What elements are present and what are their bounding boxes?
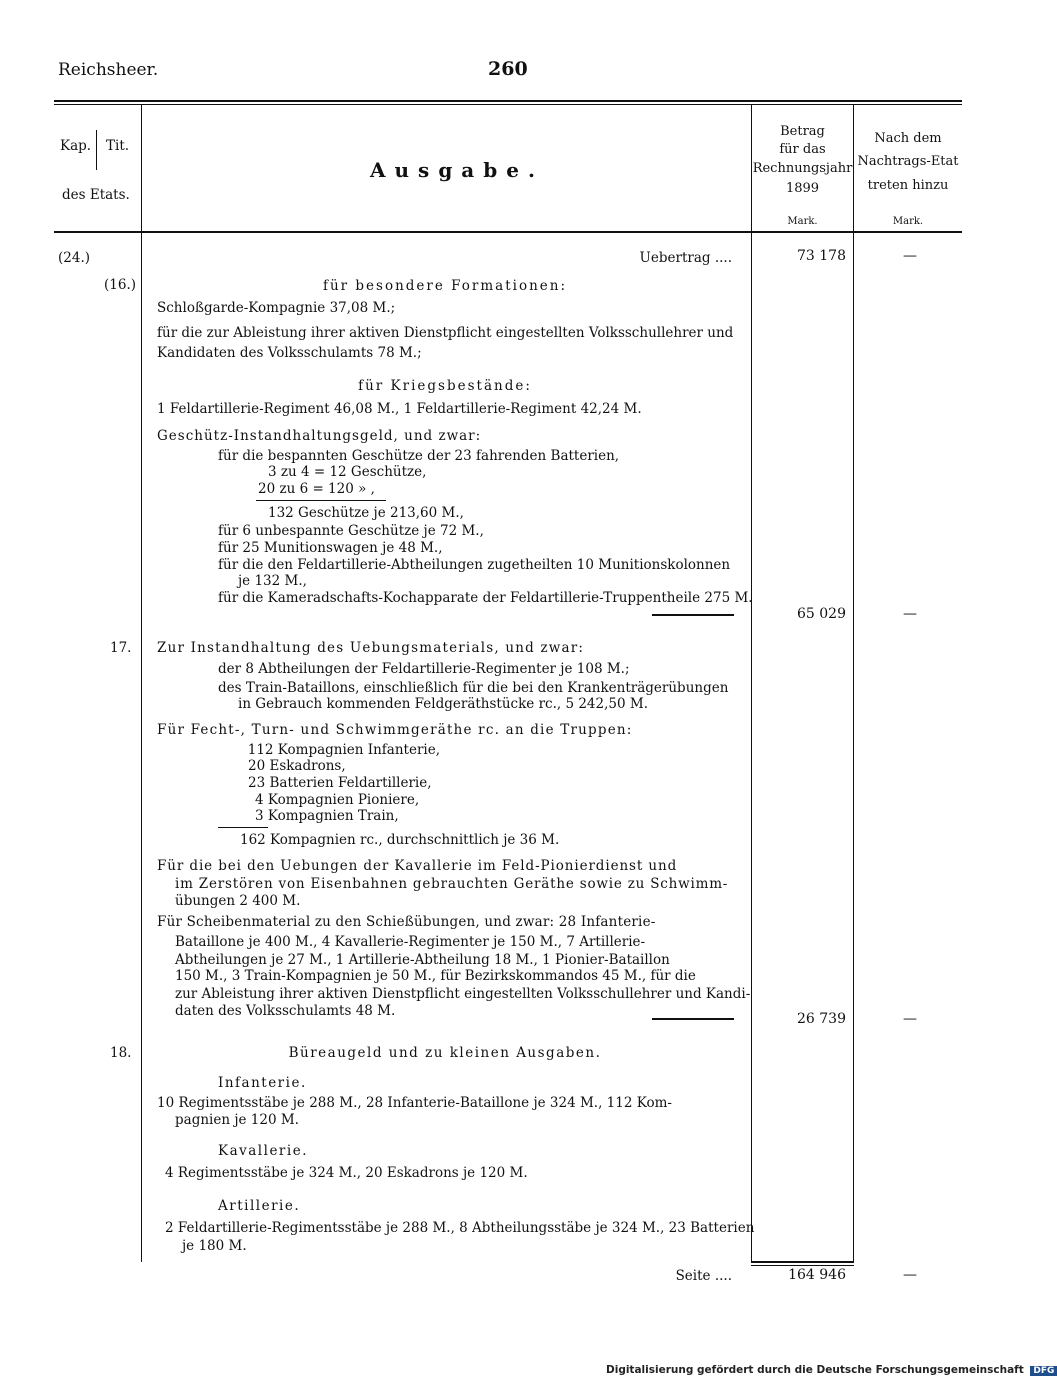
column-nach-unit: Mark. [892,216,924,227]
text-line: für die Kameradschafts-Kochapparate der Feldartillerie-Truppentheile 275 M. [218,590,753,606]
column-betrag-1: Betrag [780,124,825,139]
text-line: der 8 Abtheilungen der Feldartillerie-Regimenter je 108 M.; [218,661,630,677]
subheading: Artillerie. [218,1198,301,1214]
page-number: 260 [488,58,528,80]
text-line: für die zur Ableistung ihrer aktiven Dienstpflicht eingestellten Volksschullehrer und [157,325,734,341]
amount-tit-17: 26 739 [797,1011,846,1027]
text-line: übungen 2 400 M. [175,893,301,909]
text-line: 162 Kompagnien rc., durchschnittlich je 36 M. [240,832,560,848]
col-rule-amount-right [853,105,854,1262]
text-line: für die den Feldartillerie-Abtheilungen zugetheilten 10 Munitionskolonnen [218,557,731,573]
seite-rule-2 [751,1265,854,1266]
text-line: Kandidaten des Volksschulamts 78 M.; [157,345,422,361]
column-betrag-4: 1899 [785,181,820,196]
text-line: für 6 unbespannte Geschütze je 72 M., [218,523,484,539]
text-line: 1 Feldartillerie-Regiment 46,08 M., 1 Feldartillerie-Regiment 42,24 M. [157,401,642,417]
column-nach-3: treten hinzu [867,178,949,193]
col-rule-amount-left [751,105,752,1262]
text-line: 4 Regimentsstäbe je 324 M., 20 Eskadrons je 120 M. [165,1165,528,1181]
seite-dash: — [903,1267,917,1283]
top-double-rule-2 [54,104,962,105]
text-line: 132 Geschütze je 213,60 M., [268,505,464,521]
tit-number-16: (16.) [104,277,137,293]
text-line: in Gebrauch kommenden Feldgeräthstücke rc., 5 242,50 M. [238,696,648,712]
subtotal-rule [652,1018,734,1020]
text-line: Für die bei den Uebungen der Kavallerie im Feld-Pionierdienst und [157,858,678,874]
column-nach-2: Nachtrags-Etat [857,154,959,169]
column-kap: Kap. [60,138,92,154]
column-betrag-2: für das [779,142,826,157]
dfg-logo: DFG [1030,1366,1057,1376]
footer-text: Digitalisierung gefördert durch die Deutsche Forschungsgemeinschaft [606,1364,1024,1376]
column-des-etats: des Etats. [62,187,130,203]
text-line: pagnien je 120 M. [175,1112,299,1128]
text-line: Abtheilungen je 27 M., 1 Artillerie-Abtheilung 18 M., 1 Pionier-Bataillon [175,952,670,968]
text-line: für die bespannten Geschütze der 23 fahrenden Batterien, [218,448,620,464]
seite-label: Seite .... [675,1268,732,1284]
column-tit: Tit. [106,138,130,154]
sum-rule [218,827,268,828]
seite-rule-1 [751,1261,854,1263]
section-heading: Für Fecht-, Turn- und Schwimmgeräthe rc. an die Truppen: [157,722,633,738]
text-line: Bataillone je 400 M., 4 Kavallerie-Regimenter je 150 M., 7 Artillerie- [175,934,646,950]
uebertrag-label: Uebertrag .... [639,250,732,266]
text-line: 150 M., 3 Train-Kompagnien je 50 M., für Bezirkskommandos 45 M., für die [175,968,696,984]
subheading: Infanterie. [218,1075,307,1091]
col-rule-tit [141,105,142,1262]
text-line: zur Ableistung ihrer aktiven Dienstpflicht eingestellten Volksschullehrer und Kandi- [175,986,751,1002]
header-bottom-rule [54,231,962,233]
section-heading: für besondere Formationen: [322,278,568,294]
text-line: daten des Volksschulamts 48 M. [175,1003,396,1019]
uebertrag-dash: — [903,248,917,264]
amount-tit-16: 65 029 [797,606,846,622]
tit-number-17: 17. [110,640,132,656]
text-line: 3 Kompagnien Train, [255,808,399,824]
dash-tit-16: — [903,606,917,622]
text-line: 20 Eskadrons, [248,758,346,774]
text-line: des Train-Bataillons, einschließlich für die bei den Krankenträgerübungen [218,680,729,696]
text-line: je 180 M. [182,1238,247,1254]
kap-number: (24.) [58,250,91,266]
text-line: 4 Kompagnien Pioniere, [255,792,420,808]
column-betrag-3: Rechnungsjahr [752,161,853,176]
section-heading: für Kriegsbestände: [358,378,532,394]
text-line: 2 Feldartillerie-Regimentsstäbe je 288 M., 8 Abtheilungsstäbe je 324 M., 23 Batterien [165,1220,755,1236]
tit-number-18: 18. [110,1045,132,1061]
text-line: 20 zu 6 = 120 » , [258,481,375,497]
subtotal-rule [652,614,734,616]
text-line: 23 Batterien Feldartillerie, [248,775,432,791]
dash-tit-17: — [903,1011,917,1027]
section-heading: Zur Instandhaltung des Uebungsmaterials, und zwar: [157,640,585,656]
uebertrag-amount: 73 178 [797,248,846,264]
column-betrag-unit: Mark. [787,216,818,227]
col-rule-kap [96,130,97,170]
text-line: je 132 M., [238,573,307,589]
top-double-rule-1 [54,100,962,102]
text-line: Schloßgarde-Kompagnie 37,08 M.; [157,300,396,316]
sum-rule [256,500,386,501]
subheading: Kavallerie. [218,1143,308,1159]
section-heading: Büreaugeld und zu kleinen Ausgaben. [288,1045,602,1061]
text-line: für 25 Munitionswagen je 48 M., [218,540,443,556]
digitization-footer [606,1364,1057,1376]
text-line: 10 Regimentsstäbe je 288 M., 28 Infanterie-Bataillone je 324 M., 112 Kom- [157,1095,672,1111]
running-header: Reichsheer. [58,60,159,80]
seite-amount: 164 946 [788,1267,846,1283]
table-title: Ausgabe. [370,158,544,182]
text-line: 3 zu 4 = 12 Geschütze, [268,464,427,480]
column-nach-1: Nach dem [874,131,942,146]
text-line: im Zerstören von Eisenbahnen gebrauchten Geräthe sowie zu Schwimm- [175,876,729,892]
text-line: Für Scheibenmaterial zu den Schießübungen, und zwar: 28 Infanterie- [157,914,656,930]
text-line: 112 Kompagnien Infanterie, [247,742,440,758]
section-heading: Geschütz-Instandhaltungsgeld, und zwar: [157,428,482,444]
